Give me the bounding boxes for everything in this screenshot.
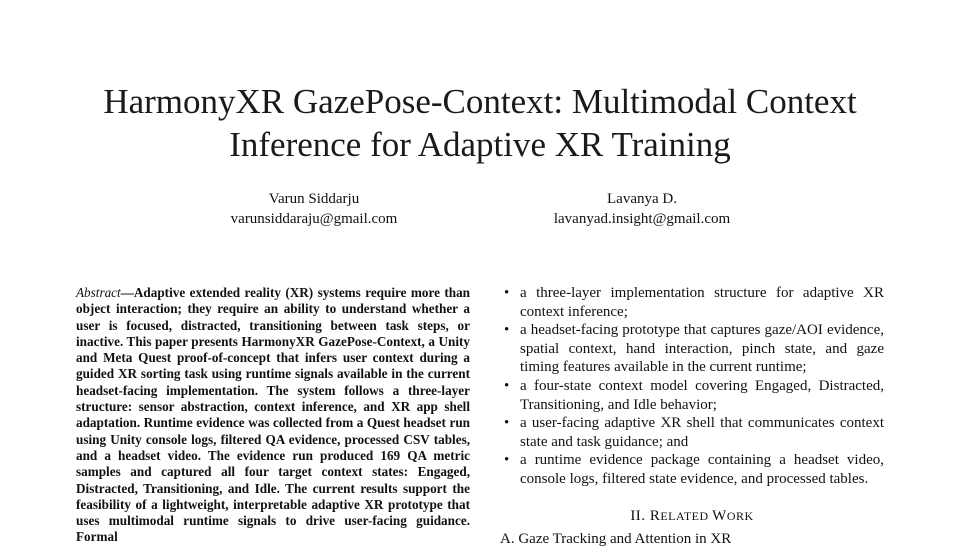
bullet-icon: • [504, 285, 510, 301]
list-item [500, 377, 884, 414]
section-title-part: ELATED [660, 509, 713, 523]
list-item-text: a three-layer implementation structure for adaptive XR context inference; [520, 285, 884, 320]
abstract-text: Adaptive extended reality (XR) systems require more than object interaction; they require an ability to understand whether a user is focused, distracted, transitioning between task steps, or inactive. This paper presents HarmonyXR GazePose-Context, a Unity and Meta Quest proof-of-concept that infers user context during a guided XR sorting task using runtime signals available in the current headset-facing implementation. The system follows a three-layer structure: sensor abstraction, context inference, and XR app shell adaptation. Runtime evidence was collected from a Quest headset run using Unity console logs, filtered QA evidence, processed CSV tables, and a headset video. The evidence run produced 169 QA metric samples and captured all four target context states: Engaged, Distracted, Transitioning, and Idle. The current results support the feasibility of a lightweight, interpretable adaptive XR prototype that uses multimodal runtime signals to drive user-facing guidance. Formal [76, 285, 470, 545]
author-email: varunsiddaraju@gmail.com [230, 211, 398, 227]
bullet-icon: • [504, 452, 510, 469]
author-email: lavanyad.insight@gmail.com [553, 211, 731, 227]
bullet-icon: • [504, 415, 510, 432]
list-item-text: a user-facing adaptive XR shell that communicates context state and task guidance; and [520, 415, 884, 450]
author-name: Lavanya D. [607, 191, 677, 207]
list-item-text: a headset-facing prototype that captures gaze/AOI evidence, spatial context, hand interaction, pinch state, and gaze timing features available in the current runtime; [520, 322, 884, 376]
list-item [500, 321, 884, 377]
section-title-part: W [712, 508, 727, 524]
paper-title: HarmonyXR GazePose-Context: Multimodal Context Inference for Adaptive XR Training [103, 82, 857, 164]
author-block-2 [482, 189, 802, 229]
list-item [500, 284, 884, 321]
list-item [500, 451, 884, 488]
list-item-text: a four-state context model covering Engaged, Distracted, Transitioning, and Idle behavior; [520, 377, 884, 413]
abstract-label: Abstract [76, 285, 121, 300]
list-item [500, 414, 884, 451]
section-title-part: R [649, 508, 661, 524]
author-name: Varun Siddarju [268, 191, 360, 207]
contribution-list [500, 284, 884, 489]
section-number: II. [630, 508, 646, 524]
author-block-1 [154, 189, 474, 229]
bullet-icon: • [504, 377, 510, 394]
bullet-icon: • [504, 322, 510, 339]
list-item-text: a runtime evidence package containing a headset video, console logs, filtered state evidence, and processed tables. [520, 452, 884, 487]
abstract [76, 285, 470, 546]
subsection-heading: A. Gaze Tracking and Attention in XR [500, 531, 732, 547]
section-title-part: ORK [726, 509, 754, 523]
section-heading [500, 508, 884, 525]
abstract-separator: — [120, 285, 134, 300]
